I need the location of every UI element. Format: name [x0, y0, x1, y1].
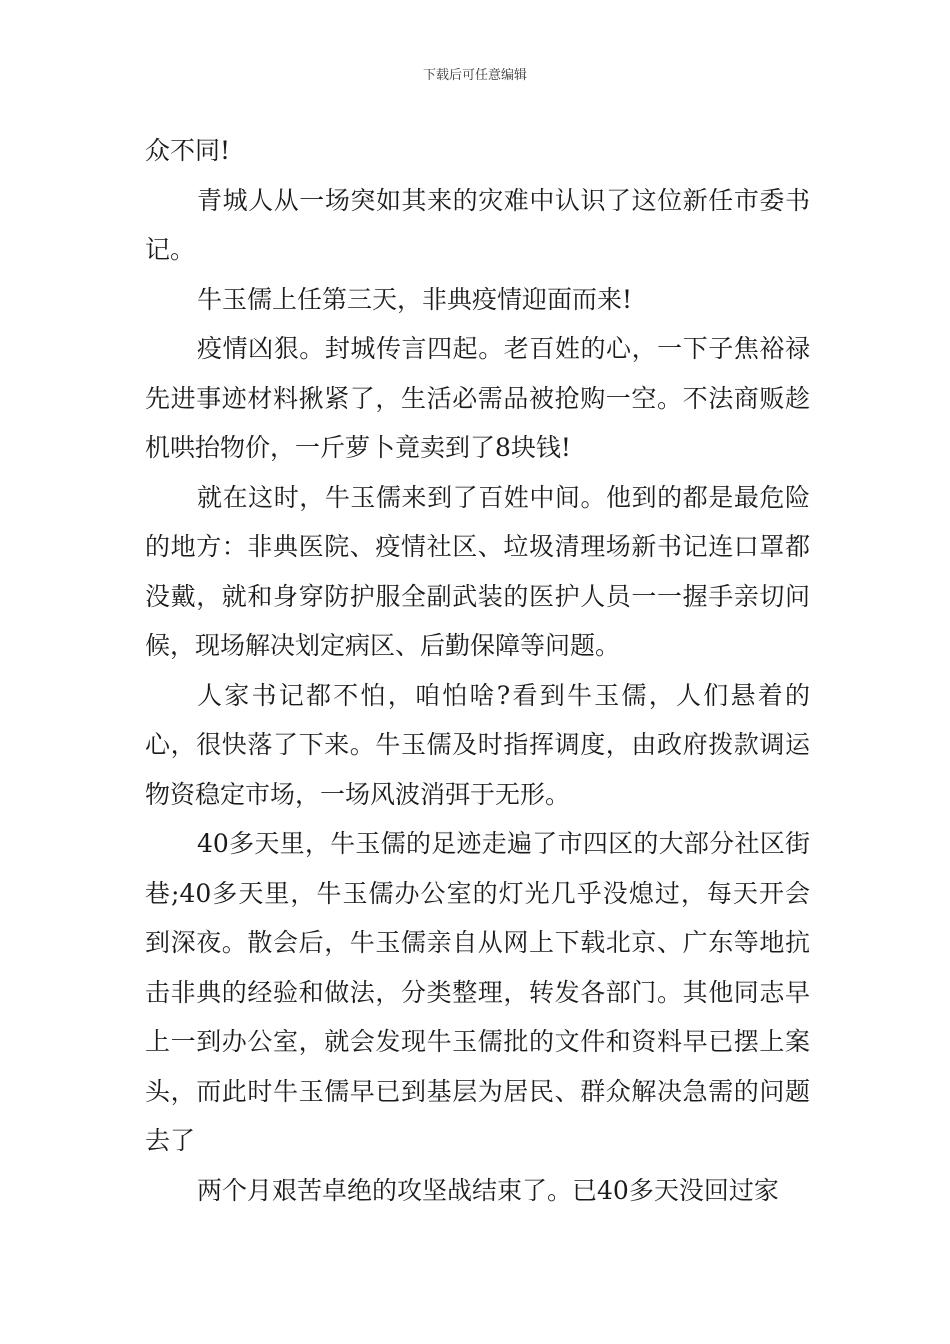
paragraph-1: 众不同!: [145, 136, 231, 165]
paragraph-2: 青城人从一场突如其来的灾难中认识了这位新任市委书记。: [145, 185, 810, 264]
document-body: [145, 126, 810, 1215]
page-header: 下载后可任意编辑: [422, 68, 527, 83]
paragraph-5: 就在这时，牛玉儒来到了百姓中间。他到的都是最危险的地方：非典医院、疫情社区、垃圾清理场新书记连口罩都没戴，就和身穿防护服全副武装的医护人员一一握手亲切问候，现场解决划定病区、后勤保障等问题。: [145, 482, 810, 660]
paragraph-8: 两个月艰苦卓绝的攻坚战结束了。已40多天没回过家: [197, 1175, 779, 1205]
paragraph-6: 人家书记都不怕，咱怕啥?看到牛玉儒，人们悬着的心，很快落了下来。牛玉儒及时指挥调度，由政府拨款调运物资稳定市场，一场风波消弭于无形。: [145, 680, 810, 809]
paragraph-7: 40多天里，牛玉儒的足迹走遍了市四区的大部分社区街巷;40多天里，牛玉儒办公室的灯光几乎没熄过，每天开会到深夜。散会后，牛玉儒亲自从网上下载北京、广东等地抗击非典的经验和做法，分类整理，转发各部门。其他同志早上一到办公室，就会发现牛玉儒批的文件和资料早已摆上案头，而此时牛玉儒早已到基层为居民、群众解决急需的问题去了: [145, 829, 810, 1155]
paragraph-4: 疫情凶狠。封城传言四起。老百姓的心，一下子焦裕禄先进事迹材料揪紧了，生活必需品被抢购一空。不法商贩趁机哄抬物价，一斤萝卜竟卖到了8块钱!: [145, 334, 810, 462]
paragraph-3: 牛玉儒上任第三天，非典疫情迎面而来!: [197, 284, 633, 314]
